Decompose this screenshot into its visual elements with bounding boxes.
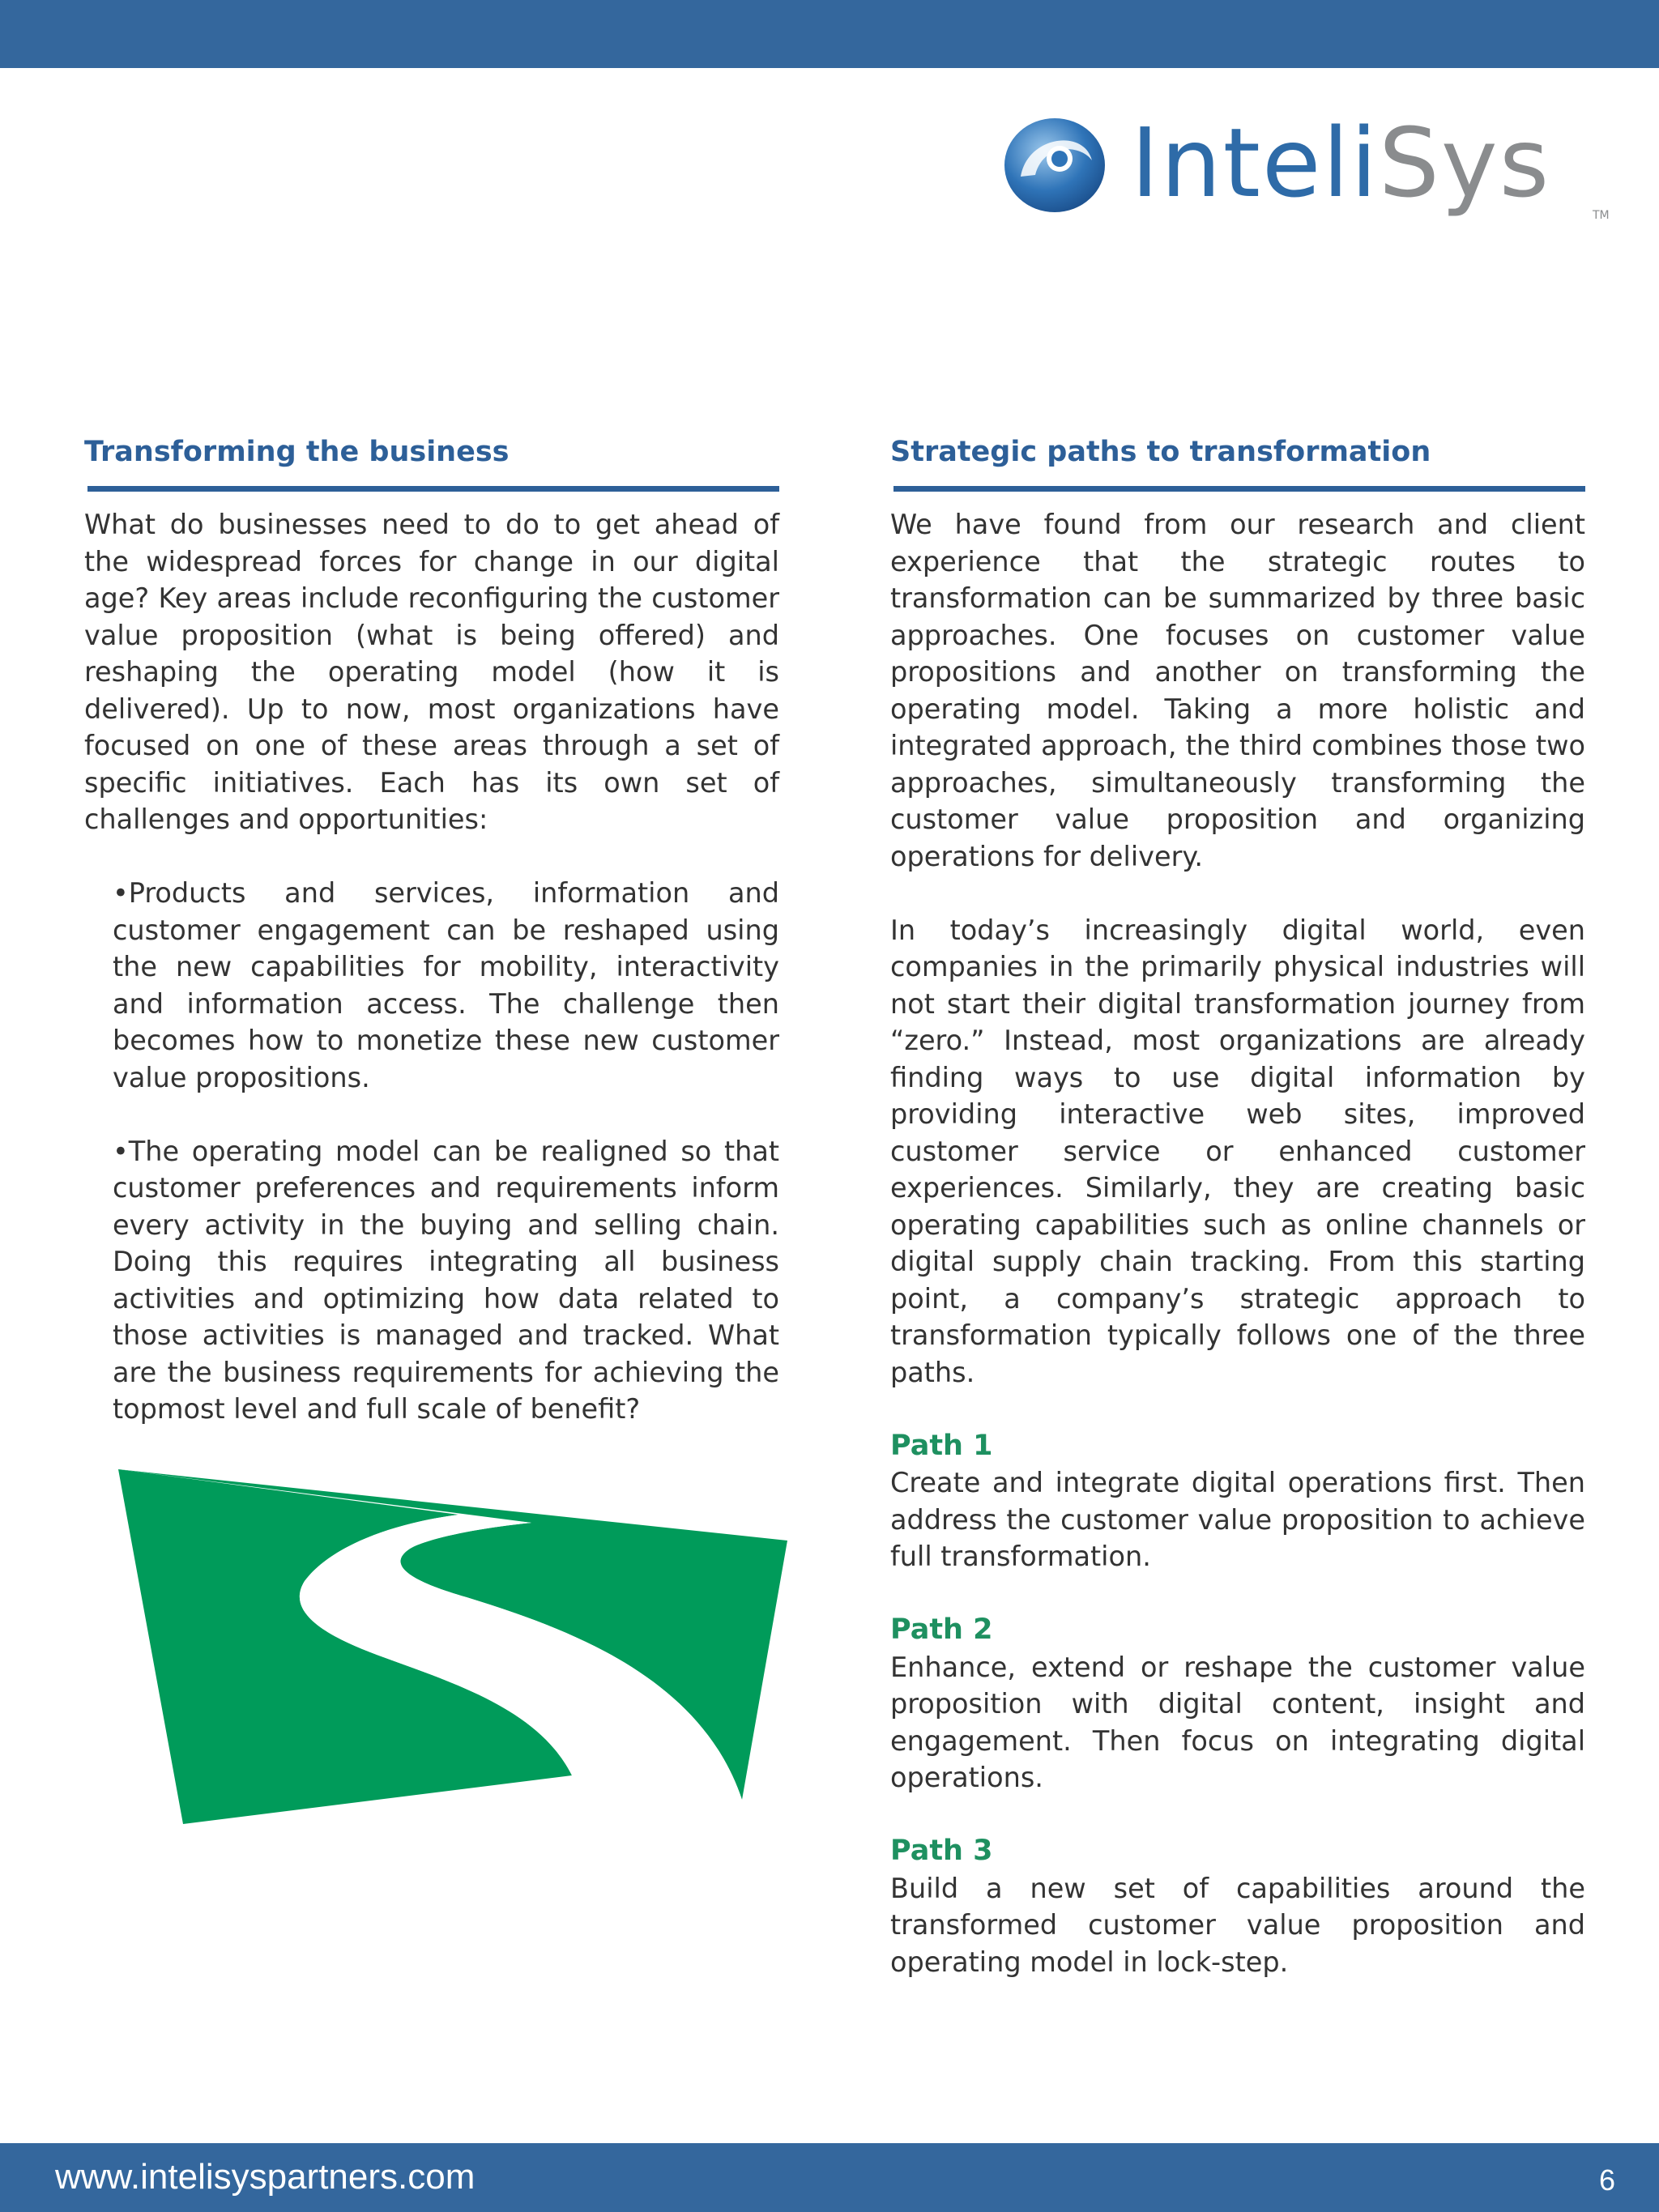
bullet-products: •Products and services, information and customer engagement can be reshaped using the new capabilities for mobility, interactivity and information access. The challenge then becomes how to monetize these new customer value propositions. <box>113 877 779 1093</box>
path-2-text: Enhance, extend or reshape the customer value proposition with digital content, insight and engagement. Then focus on integrating digital operations. <box>890 1651 1585 1793</box>
top-bar <box>0 0 1659 68</box>
intelisys-logo <box>1003 105 1618 227</box>
logo-text-inteli: Inteli <box>1131 107 1380 219</box>
logo-wordmark <box>1131 107 1551 219</box>
right-heading: Strategic paths to transformation <box>890 436 1431 468</box>
page-number: 6 <box>1598 2163 1615 2197</box>
path-2-title: Path 2 <box>890 1613 993 1646</box>
path-3-title: Path 3 <box>890 1835 993 1867</box>
right-paragraph-2: In today’s increasingly digital world, even companies in the primarily physical industries will not start their digital transformation journey from “zero.” Instead, most organizations are already finding ways to use digital information by providing interactive web sites, improved customer service or enhanced customer experiences. Similarly, they are creating basic operating capabilities such as online channels or digital supply chain tracking. From this starting point, a company’s strategic approach to transformation typically follows one of the three paths. <box>890 914 1585 1388</box>
left-column <box>84 431 779 1464</box>
logo-trademark: TM <box>1593 209 1610 222</box>
right-paragraph-1: We have found from our research and client experience that the strategic routes to transformation can be summarized by three basic approaches. One focuses on customer value propositions and another on transforming the operating model. Taking a more holistic and integrated approach, the third combines those two approaches, simultaneously transforming the customer value proposition and organizing operations for delivery. <box>890 509 1585 872</box>
left-heading-rule <box>87 486 779 492</box>
logo-text-sys: Sys <box>1379 107 1551 219</box>
right-heading-rule <box>893 486 1585 492</box>
right-column <box>890 431 1585 2018</box>
left-heading: Transforming the business <box>84 436 510 468</box>
left-paragraph: What do businesses need to do to get ahead of the widespread forces for change in our digital age? Key areas include reconfiguring the customer value proposition (what is being offered) and reshaping the operating model (how it is delivered). Up to now, most organizations have focused on one of these areas through a set of specific initiatives. Each has its own set of challenges and opportunities: <box>84 509 779 835</box>
path-1-text: Create and integrate digital operations first. Then address the customer value proposition to achieve full transformation. <box>890 1467 1585 1572</box>
path-3-text: Build a new set of capabilities around the transformed customer value proposition and operating model in lock-step. <box>890 1872 1585 1978</box>
road-illustration <box>118 1468 791 1826</box>
bullet-operating-model: •The operating model can be realigned so that customer preferences and requirements inform every activity in the buying and selling chain. Doing this requires integrating all business activities and optimizing how data related to those activities is managed and tracked. What are the business requirements for achieving the topmost level and full scale of benefit? <box>113 1135 779 1425</box>
path-1-title: Path 1 <box>890 1429 993 1462</box>
logo-swirl-icon <box>1003 112 1108 217</box>
footer-url-link[interactable]: www.intelisyspartners.com <box>55 2157 476 2197</box>
